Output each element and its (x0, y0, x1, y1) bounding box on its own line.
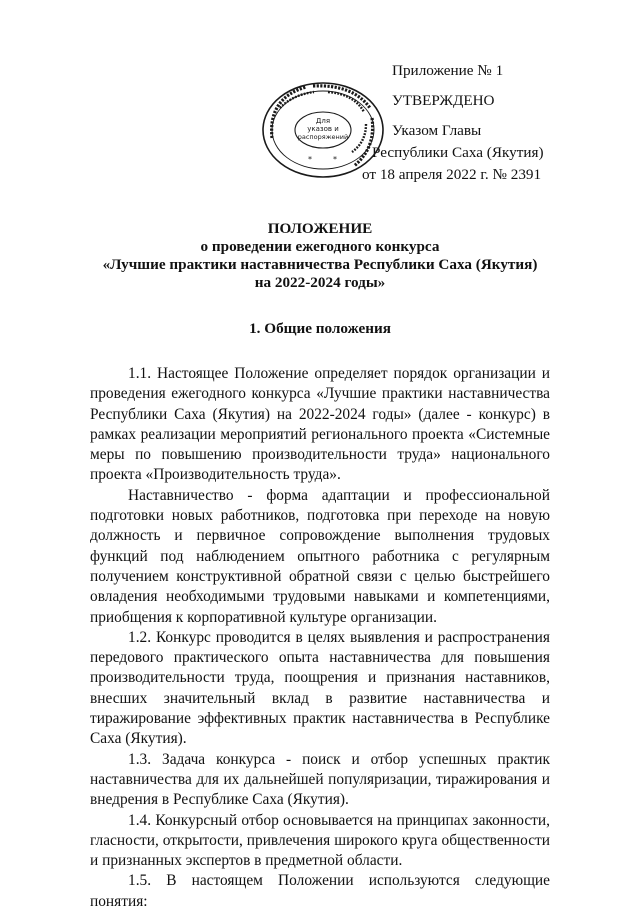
paragraph-1-1: 1.1. Настоящее Положение определяет порядок организации и проведения ежегодного конкурса «Лучшие практики наставничества Республики Саха (Якутия) на 2022-2024 годы» (далее - конкурс) в рамках реализации мероприятий регионального проекта «Системные меры по повышению производительности труда» национального проекта «Производительность труда». (90, 365, 550, 484)
approval-block (362, 60, 562, 186)
svg-text:*: * (308, 155, 312, 164)
paragraph-mentoring-definition: Наставничество - форма адаптации и профессиональной подготовки новых работников, подготовка при переходе на новую должность и первичное сопровождение выполнения трудовых функций под наблюдением опытного работника с регулярным получением конструктивной обратной связи с целью быстрейшего овладения необходимыми трудовыми навыками и компетенциями, приобщения к корпоративной культуре организации. (90, 486, 550, 626)
approved-label: УТВЕРЖДЕНО (392, 92, 495, 109)
appendix-label: Приложение № 1 (392, 62, 504, 79)
document-title (90, 220, 550, 292)
title-line-1: ПОЛОЖЕНИЕ (267, 220, 373, 237)
svg-text:распоряжений: распоряжений (297, 133, 349, 141)
decree-date: от 18 апреля 2022 г. № 2391 (362, 166, 542, 183)
title-line-3: «Лучшие практики наставничества Республики Саха (Якутия) (102, 256, 538, 273)
official-stamp (258, 78, 388, 182)
paragraph-1-2: 1.2. Конкурс проводится в целях выявления и распространения передового практического опыта наставничества для повышения производительности труда, поощрения и признания наставников, внесших значительный вклад в развитие наставничества и тиражирование эффективных практик наставничества в Республике Саха (Якутия). (90, 628, 550, 748)
paragraph-1-4: 1.4. Конкурсный отбор основывается на принципах законности, гласности, открытости, привлечения широкого круга общественности и признанных экспертов в предметной области. (90, 811, 550, 870)
svg-text:указов и: указов и (307, 125, 339, 133)
republic-label: Республики Саха (Якутия) (372, 144, 544, 161)
paragraph-1-3: 1.3. Задача конкурса - поиск и отбор успешных практик наставничества для их дальнейшей популяризации, тиражирования и внедрения в Республике Саха (Якутия). (90, 750, 550, 809)
section-heading: 1. Общие положения (249, 320, 391, 337)
svg-text:*: * (333, 155, 337, 164)
decree-label: Указом Главы (392, 122, 482, 139)
title-line-2: о проведении ежегодного конкурса (200, 238, 440, 255)
paragraph-1-5: 1.5. В настоящем Положении используются следующие понятия: (90, 872, 550, 910)
svg-text:Для: Для (315, 117, 331, 125)
title-line-4: на 2022-2024 годы» (254, 274, 386, 291)
document-body (90, 364, 550, 912)
